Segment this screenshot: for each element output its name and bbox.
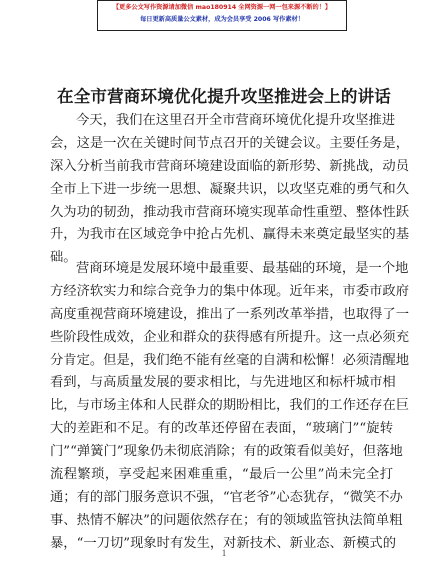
paragraph-line: 事、热情不解决”的问题依然存在；有的领域监管执法简单粗 [50, 512, 403, 528]
paragraph-line: 营商环境是发展环境中最重要、最基础的环境，是一个地 [76, 261, 409, 276]
paragraph-line: 高度重视营商环境建设，推出了一系列改革举措，也取得了一 [50, 306, 410, 322]
paragraph-line: 分肯定。但是，我们绝不能有丝毫的自满和松懈！必须清醒地 [50, 352, 410, 368]
paragraph-line: 暴，“一刀切”现象时有发生，对新技术、新业态、新模式的 [50, 535, 397, 551]
promo-banner [97, 0, 347, 31]
paragraph-line: 今天，我们在这里召开全市营商环境优化提升攻坚推进 [76, 113, 396, 128]
paragraph-line: 方经济软实力和综合竞争力的集中体现。近年来，市委市政府 [50, 283, 410, 299]
paragraph-line: 础。 [50, 250, 77, 266]
promo-banner-line-2: 每日更新高质量公文素材，成为会员享受 2006 写作素材！ [140, 16, 304, 23]
paragraph-line: 看到，与高质量发展的要求相比，与先进地区和标杆城市相 [50, 375, 396, 391]
page-number: 1 [221, 548, 227, 558]
paragraph-2 [50, 258, 410, 556]
paragraph-line: 全市上下进一步统一思想、凝聚共识，以攻坚克难的勇气和久 [50, 181, 410, 197]
paragraph-1 [50, 110, 410, 270]
paragraph-line: 通；有的部门服务意识不强，“官老爷”心态犹存，“微笑不办 [50, 489, 403, 505]
promo-banner-line-1: 【更多公文写作资源请加微信 mao180914 全网资源一网一包来源不断的！】 [112, 4, 332, 11]
document-title: 在全市营商环境优化提升攻坚推进会上的讲话 [57, 87, 391, 106]
paragraph-line: 些阶段性成效，企业和群众的获得感有所提升。这一点必须充 [50, 329, 410, 345]
paragraph-line: 比，与市场主体和人民群众的期盼相比，我们的工作还存在巨 [50, 398, 410, 414]
paragraph-line: 大的差距和不足。有的改革还停留在表面，“玻璃门”“旋转 [50, 421, 393, 437]
paragraph-line: 门”“弹簧门”现象仍未彻底消除；有的政策看似美好，但落地 [50, 444, 403, 460]
paragraph-line: 流程繁琐，享受起来困难重重，“最后一公里”尚未完全打 [50, 467, 393, 483]
paragraph-line: 会，这是一次在关键时间节点召开的关键会议。主要任务是， [50, 135, 410, 151]
paragraph-line: 久为功的韧劲，推动我市营商环境实现革命性重塑、整体性跃 [50, 204, 410, 220]
paragraph-line: 深入分析当前我市营商环境建设面临的新形势、新挑战，动员 [50, 158, 410, 174]
paragraph-line: 升，为我市在区域竞争中抢占先机、赢得未来奠定最坚实的基 [50, 227, 410, 243]
